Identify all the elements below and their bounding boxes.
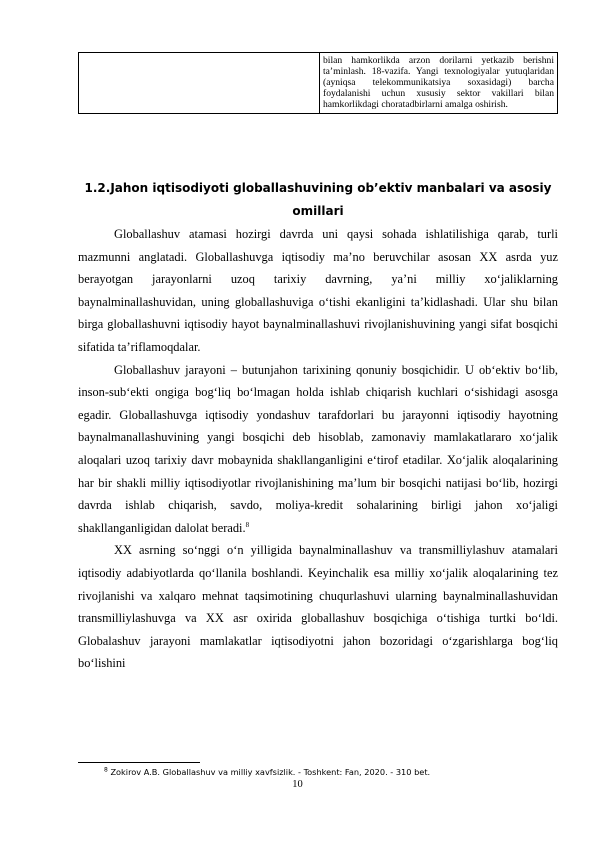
table-fragment	[78, 52, 558, 114]
paragraph	[78, 359, 558, 540]
paragraph-text: Globallashuv atamasi hozirgi davrda uni qaysi sohada ishlatilishiga qarab, turli mazmunni anglatadi. Globallashuvga iqtisodiy ma’no beruvchilar asosan XX asrda yuz berayotgan jarayonlarni uzoq tarixiy davrning, ya’ni milliy xo‘jaliklarning baynalminallashuvidan, uning globallashuviga o‘tishi ekanligini ta’kidlashadi. Ular shu bilan birga globallashuvni iqtisodiy hayot baynalminallashuvi rivojlanishuvining yangi sifat bosqichi sifatida ta’riflamoqdalar.	[78, 227, 558, 354]
footnote	[104, 767, 430, 777]
section-heading: 1.2.Jahon iqtisodiyoti globallashuvining ob’ektiv manbalari va asosiy omillari	[84, 181, 552, 218]
footnote-number: 8	[104, 766, 108, 774]
footnote-reference[interactable]: 8	[245, 520, 250, 529]
paragraph-text: Globallashuv jarayoni – butunjahon tarixining qonuniy bosqichidir. U ob‘ektiv bo‘lib, inson-sub‘ekti ongiga bog‘liq bo‘lmagan holda ishlab chiqarish kuchlari o‘sishidagi asosga egadir. Globallashuvga iqtisodiy yondashuv tarafdorlari bu jarayonni iqtisodiy hayotning baynalmanallashuvining yangi bosqichi deb hisoblab, zamonaviy mamlakatlararo xo‘jalik aloqalari uzoq tarixiy davr mobaynida shakllanganligini e‘tirof etadilar. Xo‘jalik aloqalarining har bir shakli milliy iqtisodiyotlar rivojlanishining ma’lum bir bosqichi natijasi bo‘lib, hozirgi davrda ishlab chiqarish, savdo, moliya-kredit sohalarining birligi jahon xo‘jaligi shakllanganligidan dalolat beradi.	[78, 362, 558, 535]
body-text	[78, 223, 558, 675]
footnote-divider	[78, 762, 200, 763]
paragraph-text: XX asrning so‘nggi o‘n yilligida baynalminallashuv va transmilliylashuv atamalari iqtisodiy adabiyotlarda qo‘llanila boshlandi. Keyinchalik esa milliy xo‘jalik aloqalarining tez rivojlanishi va xalqaro mehnat taqsimotining chuqurlashuvi ularning baynalminallashuvidan transmilliylashuvga va XX asr oxirida globallashuv bosqichiga o‘tishiga turtki bo‘ldi. Globalashuv jarayoni mamlakatlar iqtisodiyotni jahon bozoridagi o‘zgarishlarga bog‘liq bo‘lishini	[78, 543, 558, 671]
table-cell-empty	[79, 53, 320, 114]
paragraph	[78, 223, 558, 359]
paragraph	[78, 539, 558, 675]
footnote-text: Zokirov A.B. Globallashuv va milliy xavfsizlik. - Toshkent: Fan, 2020. - 310 bet.	[110, 767, 431, 777]
table-cell-text: bilan hamkorlikda arzon dorilarni yetkazib berishni ta’minlash. 18-vazifa. Yangi texnologiyalar yutuqlaridan (ayniqsa telekommunikatsiya soxasidagi) barcha foydalanishi uchun xususiy sektor vakillari bilan hamkorlikdagi choratadbirlarni amalga oshirish.	[320, 53, 558, 114]
page-number: 10	[292, 779, 303, 790]
